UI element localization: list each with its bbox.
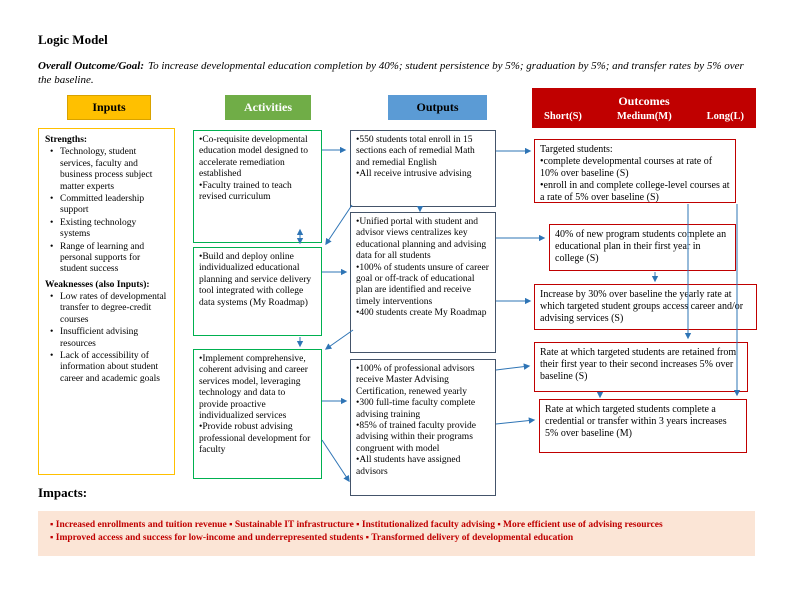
activities-box-1 [193,130,322,243]
outcomes-header-title: Outcomes [618,94,670,108]
list-item: • Technology, student services, faculty and business process subject matter experts [49,147,168,193]
impacts-panel [38,511,755,556]
activities-box-3 [193,349,322,479]
outcomes-long-label: Long(L) [706,111,744,122]
goal-text: To increase developmental education completion by 40%; student persistence by 5%; graduation by 5%; and transfer rates by 5% over the baseline. [38,60,744,86]
outcomes-box-4: Rate at which targeted students are retained from their first year to their second increases 5% over baseline (S) [534,342,748,392]
outcomes-list [540,156,730,204]
list-item: • 550 students total enroll in 15 sections each of remedial Math and remedial English [356,135,490,169]
list-item: • 400 students create My Roadmap [356,308,490,319]
list-item: • Unified portal with student and advisor views centralizes key educational planning and advising data for all students [356,217,490,263]
activities-box-2 [193,247,322,336]
outcomes-box-2: 40% of new program students complete an educational plan in their first year in college (S) [549,224,736,271]
outputs-list [356,364,490,478]
list-item: • complete developmental courses at rate of 10% over baseline (S) [540,156,730,180]
list-item: • Provide robust advising professional development for faculty [199,422,316,456]
goal-label: Overall Outcome/Goal: [38,60,145,72]
weaknesses-heading: Weaknesses (also Inputs): [45,279,150,290]
list-item: • Insufficient advising resources [49,327,168,350]
outcomes-box-5: Rate at which targeted students complete a credential or transfer within 3 years increases 5% over baseline (M) [539,399,747,453]
outcomes-header [532,88,756,128]
list-item: • Co-requisite developmental education model designed to accelerate remediation established [199,135,316,181]
outputs-list [356,217,490,320]
impacts-line-2: ▪ Improved access and success for low-income and underrepresented students ▪ Transformed delivery of developmental education [50,533,574,544]
activities-list [199,252,316,309]
activities-header: Activities [225,95,311,120]
outputs-list [356,135,490,181]
outputs-header: Outputs [388,95,487,120]
activities-list [199,354,316,457]
outcomes-box-1 [534,139,736,203]
list-item: • Range of learning and personal supports for student success [49,242,168,276]
activities-list [199,135,316,203]
outputs-box-1 [350,130,496,207]
outcomes-box-1-lead: Targeted students: [540,144,613,155]
list-item: • Committed leadership support [49,194,168,217]
impacts-heading: Impacts: [38,485,88,500]
list-item: • Lack of accessibility of information about student career and academic goals [49,351,168,385]
list-item: • Faculty trained to teach revised curriculum [199,181,316,204]
list-item: • 100% of professional advisors receive Master Advising Certification, renewed yearly [356,364,490,398]
outcomes-short-label: Short(S) [544,111,582,122]
outcomes-box-3: Increase by 30% over baseline the yearly rate at which targeted student groups access career and/or advising services (S) [534,284,757,330]
list-item: • All students have assigned advisors [356,455,490,478]
outputs-box-3 [350,359,496,496]
page-title: Logic Model [38,32,108,47]
outcomes-medium-label: Medium(M) [616,111,672,122]
outputs-box-2 [350,212,496,353]
weaknesses-list [49,292,168,385]
list-item: • 300 full-time faculty complete advising training [356,398,490,421]
goal-statement [38,60,760,88]
list-item: • Low rates of developmental transfer to degree-credit courses [49,292,168,326]
list-item: • Implement comprehensive, coherent advising and career services model, leveraging technology and data to provide proactive individualized services [199,354,316,422]
list-item: • Existing technology systems [49,218,168,241]
list-item: • 85% of trained faculty provide advising within their programs congruent with model [356,421,490,455]
impacts-line-1: ▪ Increased enrollments and tuition revenue ▪ Sustainable IT infrastructure ▪ Institutionalized faculty advising ▪ More efficient use of advising resources [50,520,663,530]
inputs-panel [38,128,175,475]
list-item: • All receive intrusive advising [356,169,490,180]
list-item: • 100% of students unsure of career goal or off-track of educational plan are identified and receive timely interventions [356,263,490,309]
list-item: • enroll in and complete college-level courses at a rate of 5% over baseline (S) [540,180,730,204]
inputs-header: Inputs [67,95,151,120]
list-item: • Build and deploy online individualized educational planning and service delivery tool integrated with college data systems (My Roadmap) [199,252,316,309]
outcomes-timeframes [532,111,756,122]
strengths-heading: Strengths: [45,135,88,145]
strengths-list [49,147,168,275]
